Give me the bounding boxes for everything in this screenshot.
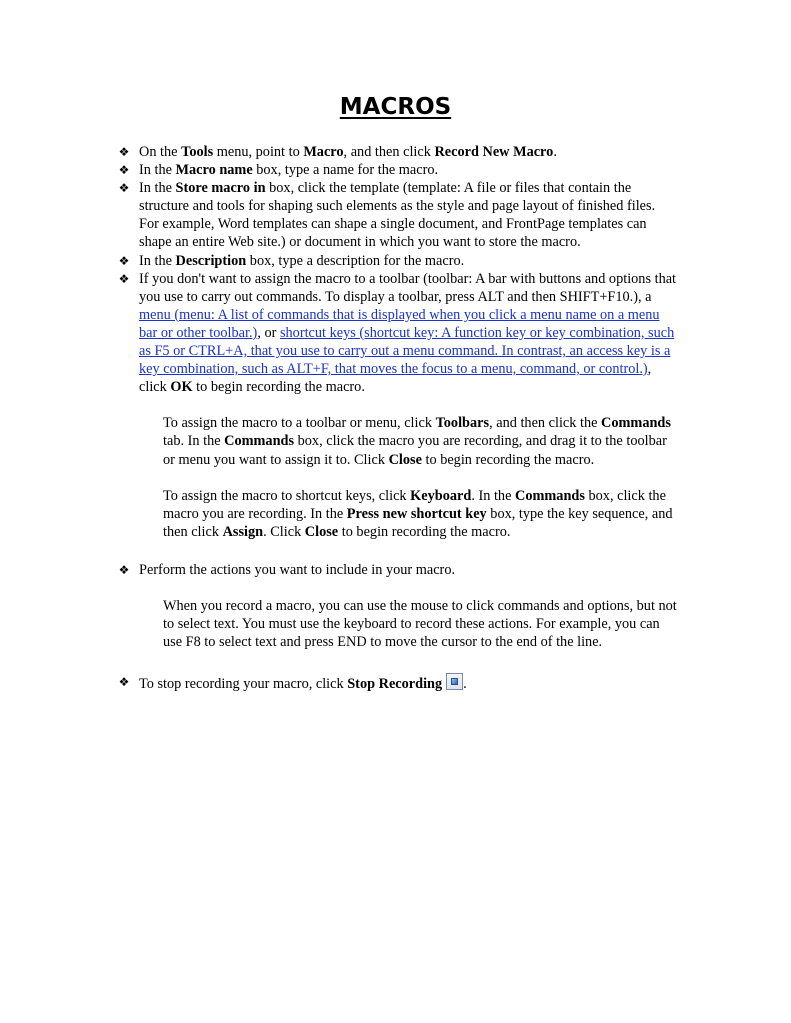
- text: , or: [257, 324, 280, 341]
- record-note-paragraph: [163, 597, 677, 651]
- text: .: [553, 144, 557, 160]
- text: . Click: [263, 523, 305, 540]
- text: To assign the macro to a toolbar or menu, click: [163, 415, 436, 432]
- bold-text: Store macro in: [175, 180, 266, 197]
- document-body: [117, 143, 677, 693]
- bold-text: Toolbars: [435, 415, 490, 432]
- bullet-icon: ❖: [118, 271, 130, 286]
- page-title: MACROS: [339, 94, 452, 120]
- text: , click: [139, 361, 652, 396]
- text: . In the: [471, 487, 516, 504]
- bold-text: Description: [175, 252, 247, 269]
- bold-text: OK: [170, 379, 193, 396]
- text: On the: [139, 144, 182, 160]
- text: In the: [139, 162, 176, 179]
- list-item: [117, 270, 677, 397]
- bullet-icon: ❖: [118, 675, 130, 690]
- menu-definition-link[interactable]: menu (menu: A list of commands that is displayed when you click a menu name on a menu bar or other toolbar.): [139, 306, 660, 341]
- text: menu, point to: [213, 144, 304, 160]
- list-item: [117, 161, 677, 179]
- bold-text: Close: [388, 451, 422, 468]
- bold-text: Record New Macro: [434, 144, 554, 160]
- bold-text: Tools: [181, 144, 214, 160]
- bold-text: Assign: [222, 523, 264, 540]
- list-item: [117, 252, 677, 270]
- text: box, click the macro you are recording, and drag it to the toolbar or menu you want to assign it to. Click: [163, 433, 667, 468]
- stop-recording-icon: [446, 673, 463, 690]
- text: When you record a macro, you can use the mouse to click commands and options, but not to select text. You must use the keyboard to record these actions. For example, you can use F8 to select text and press END to move the cursor to the end of the line.: [163, 597, 677, 651]
- text: , and then click: [343, 144, 435, 160]
- text: box, type a description for the macro.: [246, 252, 465, 269]
- list-item: [117, 143, 677, 161]
- bold-text: Macro: [303, 144, 344, 160]
- text: box, type a name for the macro.: [252, 162, 439, 179]
- text: In the: [139, 180, 176, 197]
- bold-text: Macro name: [175, 162, 253, 179]
- list-item: [117, 561, 677, 579]
- text: To stop recording your macro, click: [139, 676, 348, 693]
- text: If you don't want to assign the macro to a toolbar (toolbar: A bar with buttons and options that you use to carry out commands. To display a toolbar, press ALT and then SHIFT+F10.), a: [139, 270, 677, 305]
- bullet-icon: ❖: [118, 181, 130, 196]
- text: to begin recording the macro.: [192, 379, 365, 396]
- text: In the: [139, 252, 176, 269]
- text: To assign the macro to shortcut keys, click: [163, 487, 411, 504]
- bold-text: Commands: [515, 487, 585, 504]
- text: to begin recording the macro.: [338, 523, 511, 540]
- bullet-icon: ❖: [118, 145, 130, 159]
- toolbar-assign-paragraph: [163, 414, 677, 468]
- shortcut-assign-paragraph: [163, 487, 677, 541]
- bold-text: Keyboard: [410, 487, 472, 504]
- text: .: [463, 676, 467, 693]
- text: tab. In the: [163, 433, 225, 450]
- bullet-icon: ❖: [118, 253, 130, 268]
- bold-text: Close: [304, 523, 339, 540]
- bold-text: Press new shortcut key: [346, 505, 487, 522]
- bold-text: Commands: [601, 415, 671, 432]
- bold-text: Commands: [224, 433, 295, 450]
- text: box, type the key sequence, and then click: [163, 505, 673, 540]
- bullet-icon: ❖: [118, 562, 130, 577]
- text: , and then click the: [489, 415, 602, 432]
- text: Perform the actions you want to include in your macro.: [139, 561, 456, 578]
- bullet-icon: ❖: [118, 163, 130, 178]
- text: box, click the template (template: A file or files that contain the structure and tools for shaping such elements as the style and page layout of finished files. For example, Word templates can shape a single document, and FrontPage templates can shape an entire Web site.) or document in which you want to store the macro.: [139, 180, 656, 251]
- list-item: [117, 673, 677, 693]
- bold-text: Stop Recording: [347, 676, 443, 693]
- shortcut-keys-definition-link[interactable]: shortcut keys (shortcut key: A function key or key combination, such as F5 or CTRL+A, that you use to carry out a menu command. In contrast, an access key is a key combination, such as ALT+F, that moves the focus to a menu, command, or control.): [139, 324, 675, 378]
- text: box, click the macro you are recording. In the: [163, 487, 666, 522]
- list-item: [117, 179, 677, 251]
- text: to begin recording the macro.: [421, 451, 595, 468]
